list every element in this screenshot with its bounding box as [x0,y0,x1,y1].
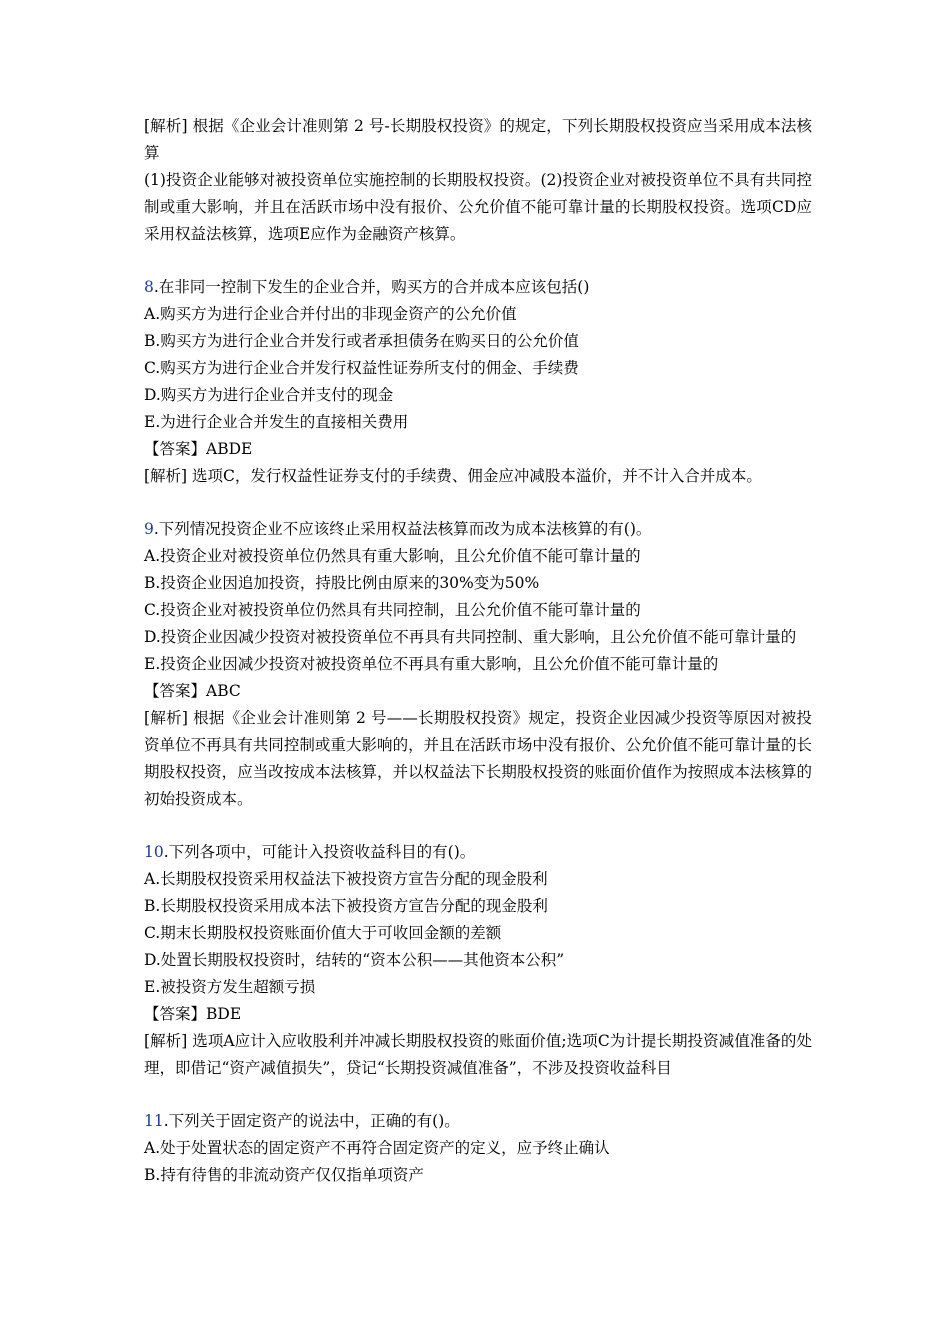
analysis: [解析] 选项A应计入应收股利并冲减长期股权投资的账面价值;选项C为计提长期投资减值准备的处理，即借记“资产减值损失”，贷记“长期投资减值准备”，不涉及投资收益科目 [144,1032,812,1077]
option-e: E.投资企业因减少投资对被投资单位不再具有重大影响，且公允价值不能可靠计量的 [144,655,719,673]
answer: 【答案】ABC [144,682,241,700]
answer: 【答案】ABDE [144,440,253,458]
question-stem [144,274,812,301]
option-a: A.长期股权投资采用权益法下被投资方宣告分配的现金股利 [144,870,548,888]
option-a: A.投资企业对被投资单位仍然具有重大影响，且公允价值不能可靠计量的 [144,547,641,565]
option-c: C.购买方为进行企业合并发行权益性证券所支付的佣金、手续费 [144,359,579,377]
option-d: D.处置长期股权投资时，结转的“资本公积——其他资本公积” [144,951,565,969]
question-text: .在非同一控制下发生的企业合并，购买方的合并成本应该包括() [153,278,590,296]
question-stem [144,839,812,866]
answer: 【答案】BDE [144,1005,242,1023]
option-b: B.长期股权投资采用成本法下被投资方宣告分配的现金股利 [144,897,548,915]
option-d: D.投资企业因减少投资对被投资单位不再具有共同控制、重大影响，且公允价值不能可靠计量的 [144,628,797,646]
page-content [144,113,812,1189]
intro-analysis-body: (1)投资企业能够对被投资单位实施控制的长期股权投资。(2)投资企业对被投资单位不具有共同控制或重大影响，并且在活跃市场中没有报价、公允价值不能可靠计量的长期股权投资。选项CD应采用权益法核算，选项E应作为金融资产核算。 [144,171,812,243]
question-8 [144,274,812,490]
option-b: B.购买方为进行企业合并发行或者承担债务在购买日的公允价值 [144,332,579,350]
question-text: .下列关于固定资产的说法中，正确的有()。 [163,1112,460,1130]
option-e: E.被投资方发生超额亏损 [144,978,316,996]
option-c: C.期末长期股权投资账面价值大于可收回金额的差额 [144,924,502,942]
question-text: .下列情况投资企业不应该终止采用权益法核算而改为成本法核算的有()。 [153,520,652,538]
option-d: D.购买方为进行企业合并支付的现金 [144,386,394,404]
question-9 [144,516,812,813]
question-stem [144,1108,812,1135]
option-b: B.持有待售的非流动资产仅仅指单项资产 [144,1166,424,1184]
question-number: 8 [144,278,154,296]
intro-analysis-heading: [解析] 根据《企业会计准则第 2 号-长期股权投资》的规定，下列长期股权投资应当采用成本法核算 [144,117,812,162]
option-a: A.处于处置状态的固定资产不再符合固定资产的定义，应予终止确认 [144,1139,610,1157]
analysis: [解析] 根据《企业会计准则第 2 号——长期股权投资》规定，投资企业因减少投资等原因对被投资单位不再具有共同控制或重大影响的，并且在活跃市场中没有报价、公允价值不能可靠计量的长期股权投资，应当改按成本法核算，并以权益法下长期股权投资的账面价值作为按照成本法核算的初始投资成本。 [144,709,812,808]
question-10 [144,839,812,1082]
option-c: C.投资企业对被投资单位仍然具有共同控制，且公允价值不能可靠计量的 [144,601,641,619]
question-number: 11 [144,1112,164,1130]
analysis: [解析] 选项C，发行权益性证券支付的手续费、佣金应冲减股本溢价，并不计入合并成本。 [144,467,762,485]
option-e: E.为进行企业合并发生的直接相关费用 [144,413,409,431]
intro-block [144,113,812,248]
question-number: 10 [144,843,164,861]
option-a: A.购买方为进行企业合并付出的非现金资产的公允价值 [144,305,517,323]
question-11 [144,1108,812,1189]
question-text: .下列各项中，可能计入投资收益科目的有()。 [163,843,476,861]
question-stem [144,516,812,543]
option-b: B.投资企业因追加投资，持股比例由原来的30%变为50% [144,574,540,592]
question-number: 9 [144,520,154,538]
